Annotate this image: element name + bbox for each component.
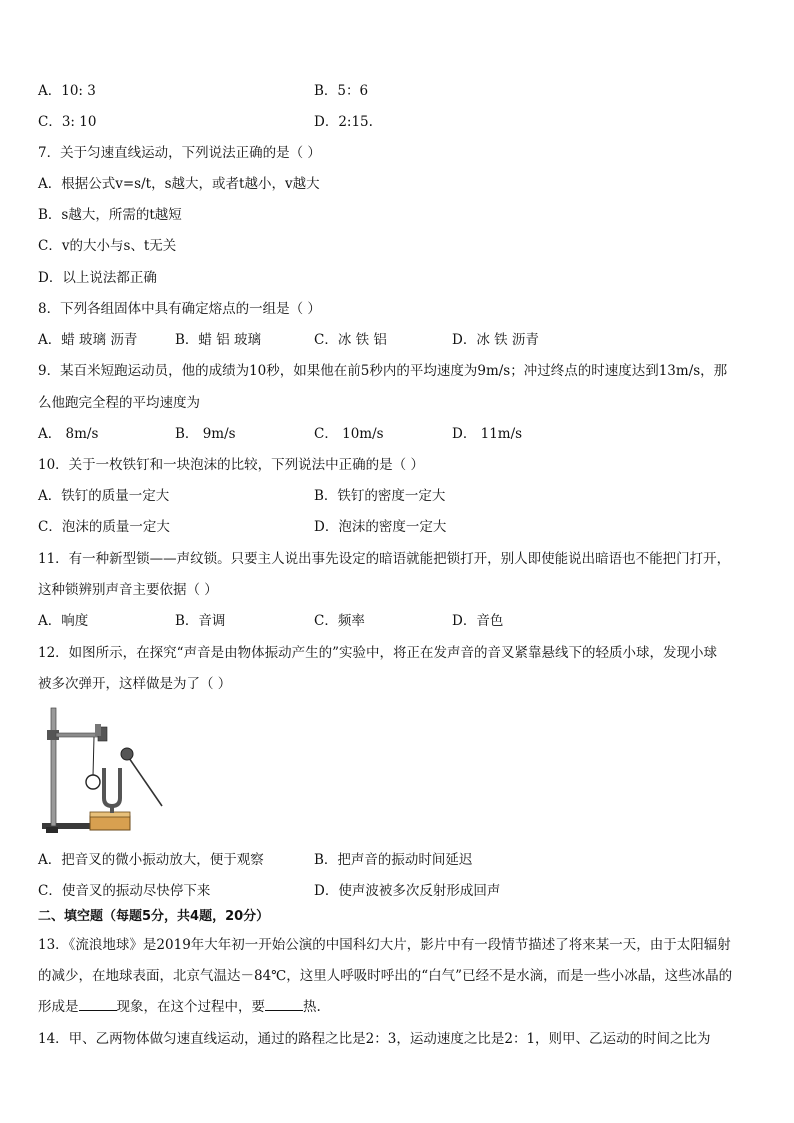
q8-option-c: C．冰 铁 铝 [314,332,387,348]
q12-stem-line1: 12．如图所示，在探究“声音是由物体振动产生的”实验中，将正在发声音的音叉紧靠悬线下的轻质小球，发现小球 [38,645,717,661]
q7-stem: 7．关于匀速直线运动，下列说法正确的是（ ） [38,145,321,161]
q8-option-a: A．蜡 玻璃 沥青 [38,332,138,348]
q9-option-c: C． 10m/s [314,426,384,442]
stand-rod [51,708,56,826]
q14-line1: 14．甲、乙两物体做匀速直线运动，通过的路程之比是2：3，运动速度之比是2：1，则甲、乙运动的时间之比为 [38,1031,711,1047]
q6-option-d: D．2:15. [314,114,373,130]
q10-stem: 10．关于一枚铁钉和一块泡沫的比较，下列说法中正确的是（ ） [38,457,424,473]
tuning-fork-apparatus-figure [38,706,173,842]
q7-option-b: B．s越大，所需的t越短 [38,207,182,223]
q9-option-a: A． 8m/s [38,426,99,442]
section-title-fill-in: 二、填空题（每题5分，共4题，20分） [38,909,270,924]
q12-stem-line2: 被多次弹开，这样做是为了（ ） [38,676,232,692]
q9-option-b: B． 9m/s [175,426,236,442]
mallet-head [121,748,133,760]
q11-option-b: B．音调 [175,613,226,629]
q6-option-b: B．5：6 [314,83,369,99]
q11-option-a: A．响度 [38,613,89,629]
q11-stem-line1: 11．有一种新型锁——声纹锁。只要主人说出事先设定的暗语就能把锁打开，别人即使能说出暗语也不能把门打开， [38,551,731,567]
q13-line3-part3: 热. [303,999,321,1015]
q11-option-c: C．频率 [314,613,365,629]
q7-option-a: A．根据公式v=s/t，s越大，或者t越小，v越大 [38,176,320,192]
q10-option-c: C．泡沫的质量一定大 [38,519,170,535]
q9-stem-line1: 9．某百米短跑运动员，他的成绩为10秒，如果他在前5秒内的平均速度为9m/s；冲过终点的时速度达到13m/s，那 [38,363,728,379]
q9-option-d: D． 11m/s [452,426,523,442]
answer-blank-1 [79,998,117,1011]
q9-stem-line2: 么他跑完全程的平均速度为 [38,395,200,411]
q13-line3 [38,998,321,1016]
light-ball [86,775,100,789]
q12-option-a: A．把音叉的微小振动放大，便于观察 [38,852,264,868]
q8-stem: 8．下列各组固体中具有确定熔点的一组是（ ） [38,301,321,317]
tuning-fork [104,768,120,806]
q10-option-d: D．泡沫的密度一定大 [314,519,447,535]
answer-blank-2 [265,998,303,1011]
q11-option-d: D．音色 [452,613,504,629]
thread [93,737,94,776]
q10-option-a: A．铁钉的质量一定大 [38,488,170,504]
wooden-resonator-box [90,816,130,830]
q8-option-b: B．蜡 铝 玻璃 [175,332,262,348]
q8-option-d: D．冰 铁 沥青 [452,332,539,348]
q6-option-a: A．10: 3 [38,83,96,99]
q12-option-d: D．使声波被多次反射形成回声 [314,883,501,899]
q10-option-b: B．铁钉的密度一定大 [314,488,446,504]
q13-line3-part1: 形成是 [38,999,79,1015]
q13-line1: 13．《流浪地球》是2019年大年初一开始公演的中国科幻大片，影片中有一段情节描述了将来某一天，由于太阳辐射 [38,937,731,953]
q7-option-c: C．v的大小与s、t无关 [38,238,177,254]
q13-line2: 的减少，在地球表面，北京气温达－84℃，这里人呼吸时呼出的“白气”已经不是水滴，而是一些小冰晶，这些冰晶的 [38,968,733,984]
q12-option-b: B．把声音的振动时间延迟 [314,852,473,868]
q13-line3-part2: 现象，在这个过程中，要 [116,999,265,1015]
mallet-handle [129,758,162,806]
q6-option-c: C．3: 10 [38,114,97,130]
q7-option-d: D．以上说法都正确 [38,270,157,286]
q12-option-c: C．使音叉的振动尽快停下来 [38,883,211,899]
q11-stem-line2: 这种锁辨别声音主要依据（ ） [38,582,218,598]
